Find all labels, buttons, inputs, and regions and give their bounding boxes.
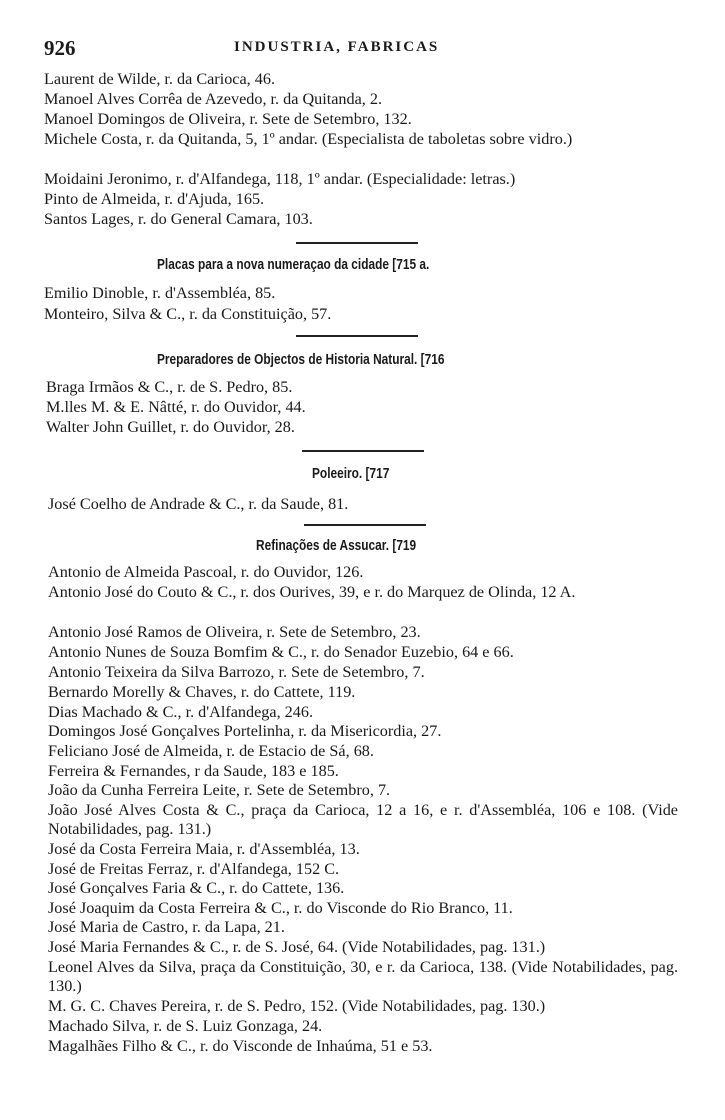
entry: Antonio Nunes de Souza Bomfim & C., r. do Senador Euzebio, 64 e 66. (48, 643, 514, 661)
entry: Michele Costa, r. da Quitanda, 5, 1º andar. (Especialista de taboletas sobre vidro.) (44, 130, 573, 148)
running-title: INDUSTRIA, FABRICAS (234, 39, 440, 55)
entry: Leonel Alves da Silva, praça da Constituição, 30, e r. da Carioca, 138. (Vide Notabilidades, pag. 130.) (48, 958, 678, 995)
page-number: 926 (44, 36, 76, 60)
entry: Monteiro, Silva & C., r. da Constituição, 57. (44, 305, 332, 323)
entry: Feliciano José de Almeida, r. de Estacio de Sá, 68. (48, 742, 374, 760)
entry: João da Cunha Ferreira Leite, r. Sete de Setembro, 7. (48, 781, 391, 799)
section-divider (304, 524, 426, 526)
entry: Magalhães Filho & C., r. do Visconde de Inhaúma, 51 e 53. (48, 1037, 433, 1055)
entry: Dias Machado & C., r. d'Alfandega, 246. (48, 703, 314, 721)
page-header (44, 36, 684, 62)
entry: João José Alves Costa & C., praça da Carioca, 12 a 16, e r. d'Assembléa, 106 e 108. (Vide Notabilidades, pag. 131.) (48, 801, 678, 838)
entry: José da Costa Ferreira Maia, r. d'Assembléa, 13. (48, 840, 360, 858)
section-divider (302, 450, 424, 452)
entry: José Gonçalves Faria & C., r. do Cattete, 136. (48, 879, 345, 897)
entry: Pinto de Almeida, r. d'Ajuda, 165. (44, 190, 265, 208)
entry: José Maria Fernandes & C., r. de S. José, 64. (Vide Notabilidades, pag. 131.) (48, 938, 546, 956)
entry: Ferreira & Fernandes, r da Saude, 183 e 185. (48, 762, 339, 780)
entry: Santos Lages, r. do General Camara, 103. (44, 210, 313, 228)
entry: Antonio José Ramos de Oliveira, r. Sete de Setembro, 23. (48, 623, 421, 641)
entry: José Maria de Castro, r. da Lapa, 21. (48, 918, 285, 936)
section-heading: Preparadores de Objectos de Historia Natural. [716 (157, 352, 445, 368)
entry: M.lles M. & E. Nâtté, r. do Ouvidor, 44. (46, 398, 306, 416)
entry: José Coelho de Andrade & C., r. da Saude, 81. (48, 495, 349, 513)
entry: Antonio José do Couto & C., r. dos Ourives, 39, e r. do Marquez de Olinda, 12 A. (48, 583, 576, 601)
entry: Emilio Dinoble, r. d'Assembléa, 85. (44, 284, 276, 302)
section-divider (296, 335, 418, 337)
section-divider (296, 242, 418, 244)
section-heading: Placas para a nova numeraçao da cidade [715 a. (157, 257, 430, 273)
entry: M. G. C. Chaves Pereira, r. de S. Pedro, 152. (Vide Notabilidades, pag. 130.) (48, 997, 546, 1015)
entry: Manoel Domingos de Oliveira, r. Sete de Setembro, 132. (44, 110, 412, 128)
entry: Manoel Alves Corrêa de Azevedo, r. da Quitanda, 2. (44, 90, 383, 108)
entry: Moidaini Jeronimo, r. d'Alfandega, 118, 1º andar. (Especialidade: letras.) (44, 170, 516, 188)
entry: José de Freitas Ferraz, r. d'Alfandega, 152 C. (48, 860, 340, 878)
section-heading: Poleeiro. [717 (312, 466, 390, 482)
entry: José Joaquim da Costa Ferreira & C., r. do Visconde do Rio Branco, 11. (48, 899, 513, 917)
entry: Domingos José Gonçalves Portelinha, r. da Misericordia, 27. (48, 722, 442, 740)
entry: Bernardo Morelly & Chaves, r. do Cattete, 119. (48, 683, 356, 701)
section-heading: Refinações de Assucar. [719 (256, 538, 417, 554)
entry: Walter John Guillet, r. do Ouvidor, 28. (46, 418, 295, 436)
entry: Machado Silva, r. de S. Luiz Gonzaga, 24. (48, 1017, 323, 1035)
entry: Antonio de Almeida Pascoal, r. do Ouvidor, 126. (48, 563, 364, 581)
entry: Antonio Teixeira da Silva Barrozo, r. Sete de Setembro, 7. (48, 663, 425, 681)
entry: Laurent de Wilde, r. da Carioca, 46. (44, 70, 275, 88)
entry: Braga Irmãos & C., r. de S. Pedro, 85. (46, 378, 293, 396)
